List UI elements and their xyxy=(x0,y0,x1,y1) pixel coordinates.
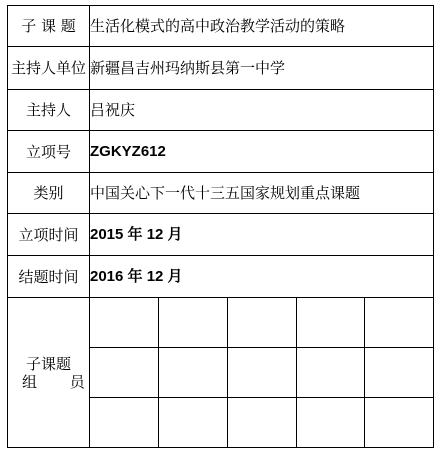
member-cell xyxy=(90,298,159,348)
project-no-label: 立项号 xyxy=(8,131,90,173)
member-cell xyxy=(90,398,159,448)
member-cell xyxy=(159,348,228,398)
member-cell xyxy=(365,348,434,398)
member-cell xyxy=(297,398,365,448)
project-info-sheet xyxy=(7,5,433,451)
member-cell xyxy=(228,348,297,398)
category-label: 类别 xyxy=(8,173,90,214)
member-cell xyxy=(159,398,228,448)
start-time-value: 2015 年 12 月 xyxy=(90,214,434,256)
member-cell xyxy=(228,398,297,448)
category-value: 中国关心下一代十三五国家规划重点课题 xyxy=(90,173,434,214)
host-unit-value: 新疆昌吉州玛纳斯县第一中学 xyxy=(90,47,434,90)
project-info-table xyxy=(7,5,434,448)
host-unit-label: 主持人单位 xyxy=(8,47,90,90)
members-row-1 xyxy=(8,298,434,348)
host-label: 主持人 xyxy=(8,90,90,131)
row-project-no xyxy=(8,131,434,173)
end-time-label: 结题时间 xyxy=(8,256,90,298)
members-label-line1: 子课题 xyxy=(25,354,71,373)
members-label xyxy=(8,298,99,448)
member-cell xyxy=(228,298,297,348)
row-end-time xyxy=(8,256,434,298)
subject-label: 子 课 题 xyxy=(8,6,90,47)
row-host xyxy=(8,90,434,131)
member-cell xyxy=(90,348,159,398)
member-cell xyxy=(159,298,228,348)
member-cell xyxy=(297,298,365,348)
member-cell xyxy=(297,348,365,398)
end-time-value: 2016 年 12 月 xyxy=(90,256,434,298)
row-host-unit xyxy=(8,47,434,90)
subject-value: 生活化模式的高中政治教学活动的策略 xyxy=(90,6,434,47)
row-start-time xyxy=(8,214,434,256)
members-label-line2: 组 员 xyxy=(22,372,99,391)
member-cell xyxy=(365,298,434,348)
row-category xyxy=(8,173,434,214)
start-time-label: 立项时间 xyxy=(8,214,90,256)
project-no-value: ZGKYZ612 xyxy=(90,131,434,173)
host-value: 吕祝庆 xyxy=(90,90,434,131)
row-subject xyxy=(8,6,434,47)
member-cell xyxy=(365,398,434,448)
